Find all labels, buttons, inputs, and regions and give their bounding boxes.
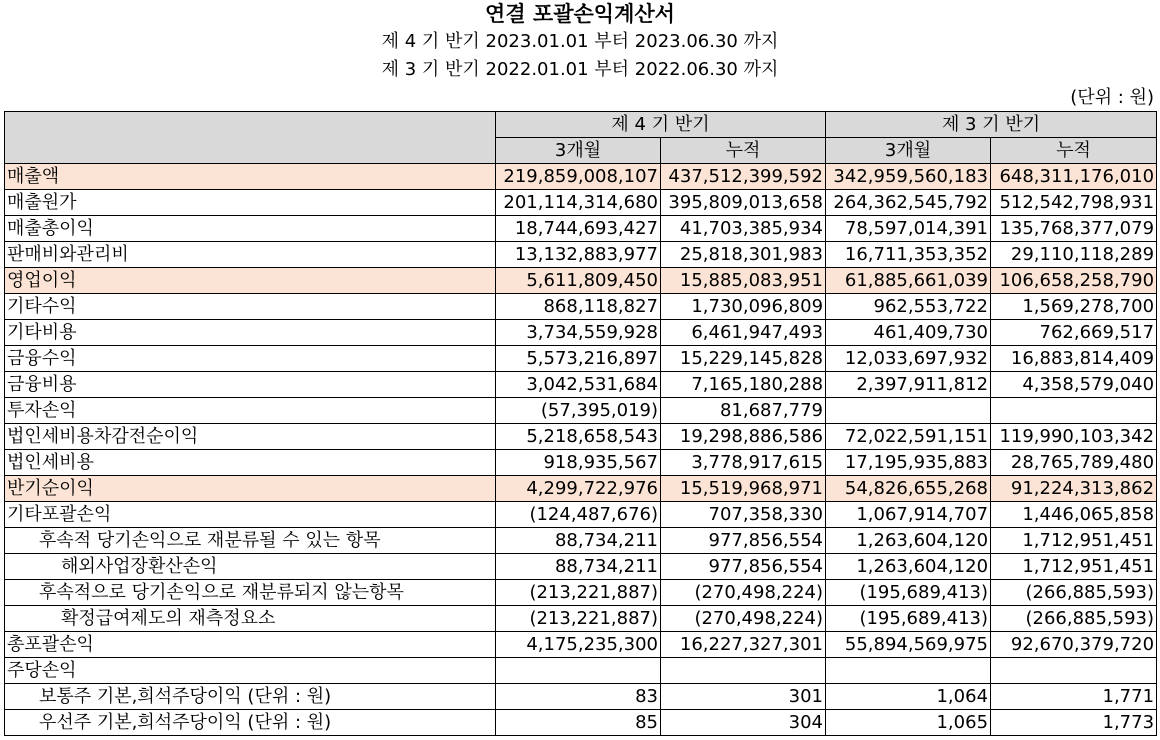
table-row xyxy=(5,450,1157,476)
row-value: 512,542,798,931 xyxy=(991,190,1157,216)
row-value: 1,773 xyxy=(991,710,1157,736)
table-row xyxy=(5,346,1157,372)
row-value: (270,498,224) xyxy=(661,580,826,606)
row-value: 15,229,145,828 xyxy=(661,346,826,372)
row-value: (266,885,593) xyxy=(991,580,1157,606)
header-current-cumulative: 누적 xyxy=(661,138,826,164)
row-value: (195,689,413) xyxy=(826,606,991,632)
row-value: 106,658,258,790 xyxy=(991,268,1157,294)
income-statement-table xyxy=(4,111,1157,736)
row-value: 13,132,883,977 xyxy=(496,242,661,268)
row-value: 7,165,180,288 xyxy=(661,372,826,398)
table-row xyxy=(5,294,1157,320)
row-label: 판매비와관리비 xyxy=(5,242,496,268)
row-label: 매출원가 xyxy=(5,190,496,216)
row-value: 5,611,809,450 xyxy=(496,268,661,294)
row-value: 16,227,327,301 xyxy=(661,632,826,658)
row-value: 304 xyxy=(661,710,826,736)
table-row xyxy=(5,190,1157,216)
row-value: 55,894,569,975 xyxy=(826,632,991,658)
table-row xyxy=(5,528,1157,554)
row-value: 78,597,014,391 xyxy=(826,216,991,242)
row-value xyxy=(661,658,826,684)
row-value: 5,218,658,543 xyxy=(496,424,661,450)
row-value: 29,110,118,289 xyxy=(991,242,1157,268)
row-value: 12,033,697,932 xyxy=(826,346,991,372)
period-current: 제 4 기 반기 2023.01.01 부터 2023.06.30 까지 xyxy=(381,31,779,52)
row-value: 301 xyxy=(661,684,826,710)
header-prior-3m: 3개월 xyxy=(826,138,991,164)
table-row xyxy=(5,424,1157,450)
row-label: 기타비용 xyxy=(5,320,496,346)
row-label: 기타수익 xyxy=(5,294,496,320)
row-value: 962,553,722 xyxy=(826,294,991,320)
row-value: 437,512,399,592 xyxy=(661,164,826,190)
row-value xyxy=(991,658,1157,684)
row-value: 41,703,385,934 xyxy=(661,216,826,242)
row-value xyxy=(496,658,661,684)
row-label: 기타포괄손익 xyxy=(5,502,496,528)
row-value: 762,669,517 xyxy=(991,320,1157,346)
row-value: 16,883,814,409 xyxy=(991,346,1157,372)
row-label: 주당손익 xyxy=(5,658,496,684)
row-value: 3,734,559,928 xyxy=(496,320,661,346)
row-value: 5,573,216,897 xyxy=(496,346,661,372)
row-value: 17,195,935,883 xyxy=(826,450,991,476)
row-value: 19,298,886,586 xyxy=(661,424,826,450)
row-value: 648,311,176,010 xyxy=(991,164,1157,190)
row-value: (213,221,887) xyxy=(496,606,661,632)
table-row xyxy=(5,658,1157,684)
row-label: 반기순이익 xyxy=(5,476,496,502)
row-label: 투자손익 xyxy=(5,398,496,424)
row-value: 28,765,789,480 xyxy=(991,450,1157,476)
row-value xyxy=(826,658,991,684)
row-value: 201,114,314,680 xyxy=(496,190,661,216)
table-row xyxy=(5,372,1157,398)
row-value: 85 xyxy=(496,710,661,736)
row-value: 1,712,951,451 xyxy=(991,554,1157,580)
header-current-3m: 3개월 xyxy=(496,138,661,164)
statement-body xyxy=(5,164,1157,736)
row-label: 매출총이익 xyxy=(5,216,496,242)
row-value: 868,118,827 xyxy=(496,294,661,320)
row-value: 4,358,579,040 xyxy=(991,372,1157,398)
table-row xyxy=(5,606,1157,632)
row-value: 4,175,235,300 xyxy=(496,632,661,658)
row-label: 보통주 기본,희석주당이익 (단위 : 원) xyxy=(5,684,496,710)
row-label: 총포괄손익 xyxy=(5,632,496,658)
row-label: 매출액 xyxy=(5,164,496,190)
row-value: 88,734,211 xyxy=(496,554,661,580)
table-row xyxy=(5,216,1157,242)
row-value: (124,487,676) xyxy=(496,502,661,528)
row-value: 88,734,211 xyxy=(496,528,661,554)
row-value: 707,358,330 xyxy=(661,502,826,528)
row-value: 92,670,379,720 xyxy=(991,632,1157,658)
row-value: 72,022,591,151 xyxy=(826,424,991,450)
table-row xyxy=(5,476,1157,502)
row-value: 1,064 xyxy=(826,684,991,710)
table-row xyxy=(5,554,1157,580)
row-value: 1,065 xyxy=(826,710,991,736)
table-row xyxy=(5,268,1157,294)
row-label: 후속적으로 당기손익으로 재분류되지 않는항목 xyxy=(5,580,496,606)
row-value: 1,712,951,451 xyxy=(991,528,1157,554)
row-label: 영업이익 xyxy=(5,268,496,294)
row-value: 342,959,560,183 xyxy=(826,164,991,190)
row-value: 61,885,661,039 xyxy=(826,268,991,294)
row-value: 3,042,531,684 xyxy=(496,372,661,398)
row-label: 법인세비용 xyxy=(5,450,496,476)
table-row xyxy=(5,164,1157,190)
table-row xyxy=(5,242,1157,268)
row-value xyxy=(991,398,1157,424)
row-value: 395,809,013,658 xyxy=(661,190,826,216)
header-prior-period: 제 3 기 반기 xyxy=(826,112,1157,138)
row-value: 3,778,917,615 xyxy=(661,450,826,476)
row-value: 81,687,779 xyxy=(661,398,826,424)
table-row xyxy=(5,502,1157,528)
row-value: 219,859,008,107 xyxy=(496,164,661,190)
row-value: 83 xyxy=(496,684,661,710)
header-blank xyxy=(5,112,496,164)
statement-title: 연결 포괄손익계산서 xyxy=(485,2,675,26)
row-value: 25,818,301,983 xyxy=(661,242,826,268)
row-value: 264,362,545,792 xyxy=(826,190,991,216)
table-row xyxy=(5,580,1157,606)
row-label: 후속적 당기손익으로 재분류될 수 있는 항목 xyxy=(5,528,496,554)
row-value: 16,711,353,352 xyxy=(826,242,991,268)
header-prior-cumulative: 누적 xyxy=(991,138,1157,164)
row-value: 2,397,911,812 xyxy=(826,372,991,398)
row-value: 135,768,377,079 xyxy=(991,216,1157,242)
row-label: 법인세비용차감전순이익 xyxy=(5,424,496,450)
row-value: (57,395,019) xyxy=(496,398,661,424)
row-label: 확정급여제도의 재측정요소 xyxy=(5,606,496,632)
table-row xyxy=(5,320,1157,346)
row-value: 91,224,313,862 xyxy=(991,476,1157,502)
header-current-period: 제 4 기 반기 xyxy=(496,112,826,138)
row-value: 1,771 xyxy=(991,684,1157,710)
table-row xyxy=(5,684,1157,710)
row-value: (266,885,593) xyxy=(991,606,1157,632)
row-value: (213,221,887) xyxy=(496,580,661,606)
row-value: 918,935,567 xyxy=(496,450,661,476)
unit-label: (단위 : 원) xyxy=(1070,87,1154,108)
row-value: 977,856,554 xyxy=(661,528,826,554)
row-value: (270,498,224) xyxy=(661,606,826,632)
row-value: 461,409,730 xyxy=(826,320,991,346)
period-prior: 제 3 기 반기 2022.01.01 부터 2022.06.30 까지 xyxy=(381,59,779,80)
row-value: 1,263,604,120 xyxy=(826,554,991,580)
row-value: 119,990,103,342 xyxy=(991,424,1157,450)
table-row xyxy=(5,632,1157,658)
row-value: 977,856,554 xyxy=(661,554,826,580)
row-value: 6,461,947,493 xyxy=(661,320,826,346)
row-value xyxy=(826,398,991,424)
table-row xyxy=(5,398,1157,424)
row-value: 18,744,693,427 xyxy=(496,216,661,242)
table-row xyxy=(5,710,1157,736)
row-value: (195,689,413) xyxy=(826,580,991,606)
row-value: 1,446,065,858 xyxy=(991,502,1157,528)
row-value: 1,569,278,700 xyxy=(991,294,1157,320)
row-label: 우선주 기본,희석주당이익 (단위 : 원) xyxy=(5,710,496,736)
row-value: 4,299,722,976 xyxy=(496,476,661,502)
row-value: 15,519,968,971 xyxy=(661,476,826,502)
row-label: 금융수익 xyxy=(5,346,496,372)
row-label: 금융비용 xyxy=(5,372,496,398)
row-value: 15,885,083,951 xyxy=(661,268,826,294)
row-value: 1,263,604,120 xyxy=(826,528,991,554)
row-value: 1,067,914,707 xyxy=(826,502,991,528)
row-label: 해외사업장환산손익 xyxy=(5,554,496,580)
row-value: 1,730,096,809 xyxy=(661,294,826,320)
row-value: 54,826,655,268 xyxy=(826,476,991,502)
